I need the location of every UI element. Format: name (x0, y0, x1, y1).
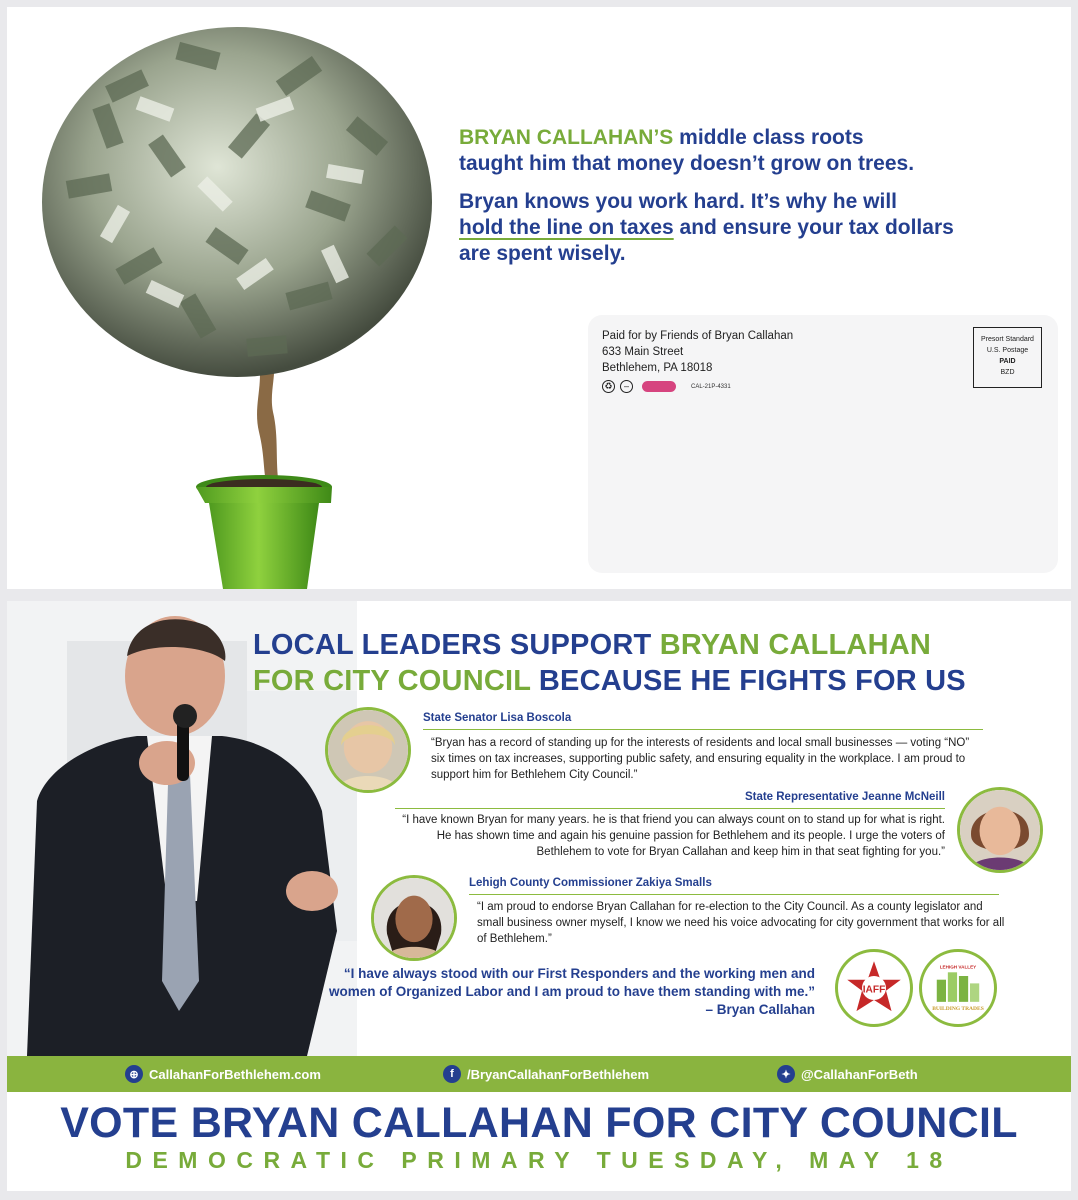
title-part4: BECAUSE HE FIGHTS FOR US (538, 665, 966, 697)
building-trades-logo (919, 949, 997, 1027)
divider (423, 729, 983, 730)
return-address (602, 328, 793, 376)
headline-underlined: hold the line on taxes (459, 216, 674, 239)
smalls-portrait (371, 875, 457, 961)
primary-date: DEMOCRATIC PRIMARY TUESDAY, MAY 18 (125, 1147, 953, 1173)
postage-line4: BZD (1000, 369, 1015, 376)
postage-line3: PAID (999, 358, 1016, 365)
postage-indicia (973, 327, 1042, 388)
headline-line1: middle class roots (679, 126, 864, 149)
building-trades-top-text: LEHIGH VALLEY (939, 964, 977, 970)
headline-line5: are spent wisely. (459, 242, 626, 265)
contact-bar (7, 1056, 1071, 1092)
website-text: CallahanForBethlehem.com (149, 1066, 321, 1082)
postage-line1: Presort Standard (981, 336, 1034, 343)
mcneill-portrait (957, 787, 1043, 873)
return-address-line1: Paid for by Friends of Bryan Callahan (602, 330, 794, 342)
endorser-name: State Representative Jeanne McNeill (744, 791, 945, 803)
endorsement-quote: “I have known Bryan for many years. he is that friend you can always count on to stand up for what is right. He has shown time and again his genuine passion for Bethlehem and its people. I urge the voters of Bethlehem to vote for Bryan Callahan and keep him in that seat fighting for you.” (402, 814, 945, 858)
twitter-text: @CallahanForBeth (801, 1066, 918, 1082)
facebook-link[interactable] (443, 1065, 649, 1083)
endorsement-quote: “I am proud to endorse Bryan Callahan for re-election to the City Council. As a county legislator and small business owner myself, I know we need his voice advocating for city government that works for all of Bethlehem.” (477, 901, 1005, 945)
back-title (253, 627, 1053, 699)
iaff-logo (835, 949, 913, 1027)
endorser-name: Lehigh County Commissioner Zakiya Smalls (469, 877, 712, 889)
front-headline (459, 125, 1039, 279)
postage-line2: U.S. Postage (986, 347, 1029, 354)
endorsement-quote: “Bryan has a record of standing up for the interests of residents and local small businesses — voting “NO” six times on tax increases, supporting public safety, and ensuring equality in the workplace. I am proud to support him for Bethlehem City Council.” (431, 737, 970, 781)
recycle-icon: ♻ (602, 380, 615, 393)
globe-icon: ⊕ (125, 1065, 143, 1083)
boscola-portrait (325, 707, 411, 793)
twitter-link[interactable] (777, 1065, 918, 1083)
mail-icons-row (602, 380, 731, 393)
iaff-logo-text: IAFF (862, 984, 886, 996)
facebook-icon: f (443, 1065, 461, 1083)
money-tree-illustration (27, 7, 467, 589)
website-link[interactable] (125, 1065, 321, 1083)
headline-line3: Bryan knows you work hard. It’s why he will (459, 190, 897, 213)
title-part2: BRYAN CALLAHAN (659, 629, 932, 661)
vote-headline: VOTE BRYAN CALLAHAN FOR CITY COUNCIL (60, 1099, 1018, 1147)
divider (469, 894, 999, 895)
mailer-code: CAL-21P-4331 (691, 383, 731, 390)
mailer-back (7, 601, 1071, 1191)
pink-mark-icon (642, 381, 676, 392)
candidate-quote: “I have always stood with our First Responders and the working men and women of Organized Labor and I am proud to have them standing with me.” – Bryan Callahan (328, 966, 815, 1017)
divider (395, 808, 945, 809)
twitter-icon: ✦ (777, 1065, 795, 1083)
endorser-name: State Senator Lisa Boscola (423, 712, 572, 724)
title-part3: FOR CITY COUNCIL (253, 665, 531, 697)
return-address-line3: Bethlehem, PA 18018 (602, 362, 713, 374)
headline-line2: taught him that money doesn’t grow on trees. (459, 152, 915, 175)
building-trades-text: BUILDING TRADES (932, 1006, 984, 1013)
headline-line4: and ensure your tax dollars (679, 216, 954, 239)
facebook-text: /BryanCallahanForBethlehem (467, 1066, 650, 1082)
return-address-line2: 633 Main Street (602, 346, 684, 358)
union-bug-icon: – (620, 380, 633, 393)
headline-name: BRYAN CALLAHAN’S (459, 126, 674, 149)
title-part1: LOCAL LEADERS SUPPORT (253, 629, 652, 661)
